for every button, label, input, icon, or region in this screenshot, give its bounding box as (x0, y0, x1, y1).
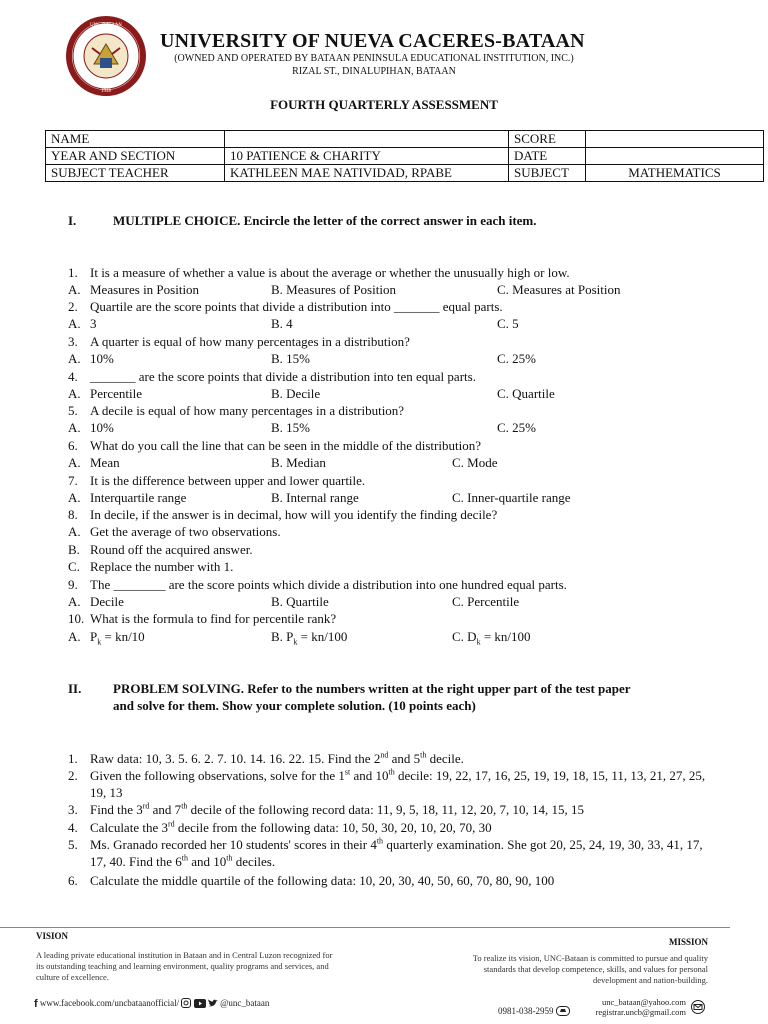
option-1a[interactable]: A. Measures in Position (68, 282, 200, 297)
question-text: What do you call the line that can be seen in the middle of the distribution? (90, 438, 481, 453)
question-text: A decile is equal of how many percentages in a distribution? (90, 403, 405, 418)
question-10: 10. What is the formula to find for percentile rank? (68, 611, 337, 626)
teacher-value[interactable]: KATHLEEN MAE NATIVIDAD, RPABE (225, 165, 509, 182)
question-text: It is a measure of whether a value is about the average or whether the unusually high or low. (90, 265, 570, 280)
question-9: 9. The ________ are the score points which divide a distribution into one hundred equal parts. (68, 577, 567, 592)
section-2-title-line1: PROBLEM SOLVING. Refer to the numbers written at the right upper part of the test paper (113, 681, 631, 696)
section-2-heading (0, 680, 768, 716)
option-8b[interactable]: B. Round off the acquired answer. (68, 542, 253, 557)
twitter-icon[interactable] (208, 999, 218, 1010)
subject-value[interactable]: MATHEMATICS (586, 165, 764, 182)
option-text: Replace the number with 1. (90, 559, 234, 574)
section-2-title (113, 680, 733, 714)
option-7c[interactable]: C. Inner-quartile range (452, 490, 571, 505)
vision-text: A leading private educational institution in Bataan and in Central Luzon recognized for its outstanding teaching and learning environment, quality programs and services, and culture of excellence. (36, 950, 333, 982)
score-field[interactable] (586, 131, 764, 148)
question-text: _______ are the score points that divide a distribution into ten equal parts. (90, 369, 476, 384)
facebook-link[interactable]: www.facebook.com/uncbataanofficial/ (39, 998, 180, 1009)
option-text: Round off the acquired answer. (90, 542, 253, 557)
phone-contact (498, 1006, 570, 1018)
question-text: It is the difference between upper and lower quartile. (90, 473, 366, 488)
university-name: UNIVERSITY OF NUEVA CACERES-BATAAN (160, 30, 585, 52)
option-text: Percentile (90, 386, 142, 401)
problem-3: 3. Find the 3rd and 7th decile of the following record data: 11, 9, 5, 18, 11, 12, 20, 7, 10, 14, 15, 15 (68, 801, 584, 817)
question-2: 2. Quartile are the score points that divide a distribution into _______ equal parts. (68, 299, 503, 314)
option-2c[interactable]: C. 5 (497, 316, 519, 331)
option-9a[interactable]: A. Decile (68, 594, 124, 609)
option-1c[interactable]: C. Measures at Position (497, 282, 621, 297)
option-7b[interactable]: B. Internal range (271, 490, 359, 505)
question-1: 1. It is a measure of whether a value is about the average or whether the unusually high or low. (68, 265, 570, 280)
email-primary[interactable]: unc_bataan@yahoo.com (601, 997, 686, 1007)
university-subheader (160, 52, 588, 78)
question-text: Quartile are the score points that divide a distribution into _______ equal parts. (90, 299, 503, 314)
question-3: 3. A quarter is equal of how many percentages in a distribution? (68, 334, 410, 349)
problem-4: 4. Calculate the 3rd decile from the following data: 10, 50, 30, 20, 10, 20, 70, 30 (68, 819, 492, 835)
question-7: 7. It is the difference between upper and lower quartile. (68, 473, 366, 488)
question-5: 5. A decile is equal of how many percentages in a distribution? (68, 403, 405, 418)
option-3c[interactable]: C. 25% (497, 351, 536, 366)
option-10b[interactable]: B. $P_k = kn/100$ (271, 629, 348, 647)
exam-title: FOURTH QUARTERLY ASSESSMENT (270, 97, 498, 112)
svg-text:1948: 1948 (101, 89, 111, 94)
option-6c[interactable]: C. Mode (452, 455, 498, 470)
social-links (34, 998, 269, 1010)
name-label: NAME (46, 131, 225, 148)
university-seal-logo (64, 14, 148, 98)
problem-6: 6. Calculate the middle quartile of the following data: 10, 20, 30, 40, 50, 60, 70, 80, 90, 100 (68, 872, 718, 889)
option-3b[interactable]: B. 15% (271, 351, 310, 366)
footer-divider (0, 927, 730, 928)
question-text: What is the formula to find for percentile rank? (90, 611, 337, 626)
svg-text:UNC-BATAAN: UNC-BATAAN (89, 23, 123, 28)
address-line: RIZAL ST., DINALUPIHAN, BATAAN (292, 66, 456, 77)
social-handle[interactable]: @unc_bataan (220, 998, 270, 1009)
question-6: 6. What do you call the line that can be seen in the middle of the distribution? (68, 438, 481, 453)
instagram-icon[interactable] (181, 998, 191, 1010)
problem-1: 1. Raw data: 10, 3. 5. 6. 2. 7. 10. 14. 16. 22. 15. Find the 2nd and 5th decile. (68, 750, 464, 766)
question-text: The ________ are the score points which divide a distribution into one hundred equal parts. (90, 577, 567, 592)
option-1b[interactable]: B. Measures of Position (271, 282, 396, 297)
option-2a[interactable]: A. 3 (68, 316, 97, 331)
option-6a[interactable]: A. Mean (68, 455, 120, 470)
option-5c[interactable]: C. 25% (497, 420, 536, 435)
year-section-label: YEAR AND SECTION (46, 148, 225, 165)
option-7a[interactable]: A. Interquartile range (68, 490, 187, 505)
option-text: Interquartile range (90, 490, 187, 505)
option-text: 10% (90, 420, 114, 435)
email-contact (590, 997, 686, 1017)
section-2-title-line2: and solve for them. Show your complete solution. (10 points each) (113, 698, 476, 713)
question-text: A quarter is equal of how many percentages in a distribution? (90, 334, 410, 349)
name-field[interactable] (225, 131, 509, 148)
option-4c[interactable]: C. Quartile (497, 386, 555, 401)
question-4: 4. _______ are the score points that divide a distribution into ten equal parts. (68, 369, 476, 384)
section-2-number: II. (68, 681, 82, 696)
option-9c[interactable]: C. Percentile (452, 594, 520, 609)
option-2b[interactable]: B. 4 (271, 316, 293, 331)
option-4a[interactable]: A. Percentile (68, 386, 142, 401)
mission-text: To realize its vision, UNC-Bataan is committed to pursue and quality standards that develop competence, skills, and values for personal development and nation-building. (472, 953, 708, 985)
option-10c[interactable]: C. $D_k = kn/100$ (452, 629, 531, 647)
option-3a[interactable]: A. 10% (68, 351, 114, 366)
student-info-table (45, 130, 764, 182)
phone-number[interactable]: 0981-038-2959 (498, 1006, 554, 1017)
option-9b[interactable]: B. Quartile (271, 594, 329, 609)
question-text: In decile, if the answer is in decimal, how will you identify the finding decile? (90, 507, 498, 522)
formula-a: $P_k = kn/10$ (90, 629, 145, 647)
date-field[interactable] (586, 148, 764, 165)
mail-icon (690, 1000, 706, 1019)
year-section-value[interactable]: 10 PATIENCE & CHARITY (225, 148, 509, 165)
email-registrar[interactable]: registrar.uncb@gmail.com (595, 1007, 686, 1017)
vision-heading: VISION (36, 931, 69, 941)
option-5b[interactable]: B. 15% (271, 420, 310, 435)
option-text: Decile (90, 594, 124, 609)
date-label: DATE (509, 148, 586, 165)
option-6b[interactable]: B. Median (271, 455, 326, 470)
section-1-number: I. (68, 213, 77, 228)
subject-label: SUBJECT (509, 165, 586, 182)
option-5a[interactable]: A. 10% (68, 420, 114, 435)
youtube-icon[interactable] (194, 999, 206, 1010)
problem-6-text: Calculate the middle quartile of the following data: 10, 20, 30, 40, 50, 60, 70, 80, 90, 100 (90, 873, 555, 888)
problem-5: 5. Ms. Granado recorded her 10 students' scores in their 4th quarterly examination. She got 20, 25, 24, 19, 30, 33, 41, 17, 17, 40. Find the 6th and 10th deciles. (68, 836, 703, 869)
ownership-line: (OWNED AND OPERATED BY BATAAN PENINSULA EDUCATIONAL INSTITUTION, INC.) (174, 53, 574, 64)
mission-heading: MISSION (668, 937, 708, 947)
option-text: Mean (90, 455, 120, 470)
problem-2: 2. Given the following observations, solve for the 1st and 10th decile: 19, 22, 17, 16, 25, 19, 19, 18, 15, 11, 13, 21, 27, 25, 19, 13 (68, 767, 706, 800)
phone-icon (556, 1006, 570, 1018)
question-8: 8. In decile, if the answer is in decimal, how will you identify the finding decile? (68, 507, 498, 522)
section-1-title: MULTIPLE CHOICE. Encircle the letter of the correct answer in each item. (113, 213, 537, 228)
score-label: SCORE (509, 131, 586, 148)
facebook-icon[interactable]: f (34, 998, 38, 1010)
option-10a[interactable]: A. $P_k = kn/10$ (68, 629, 145, 647)
option-8a[interactable]: A. Get the average of two observations. (68, 524, 281, 539)
option-text: Get the average of two observations. (90, 524, 281, 539)
option-8c[interactable]: C. Replace the number with 1. (68, 559, 234, 574)
option-text: Measures in Position (90, 282, 200, 297)
option-4b[interactable]: B. Decile (271, 386, 321, 401)
option-text: 3 (90, 316, 97, 331)
option-text: 10% (90, 351, 114, 366)
teacher-label: SUBJECT TEACHER (46, 165, 225, 182)
